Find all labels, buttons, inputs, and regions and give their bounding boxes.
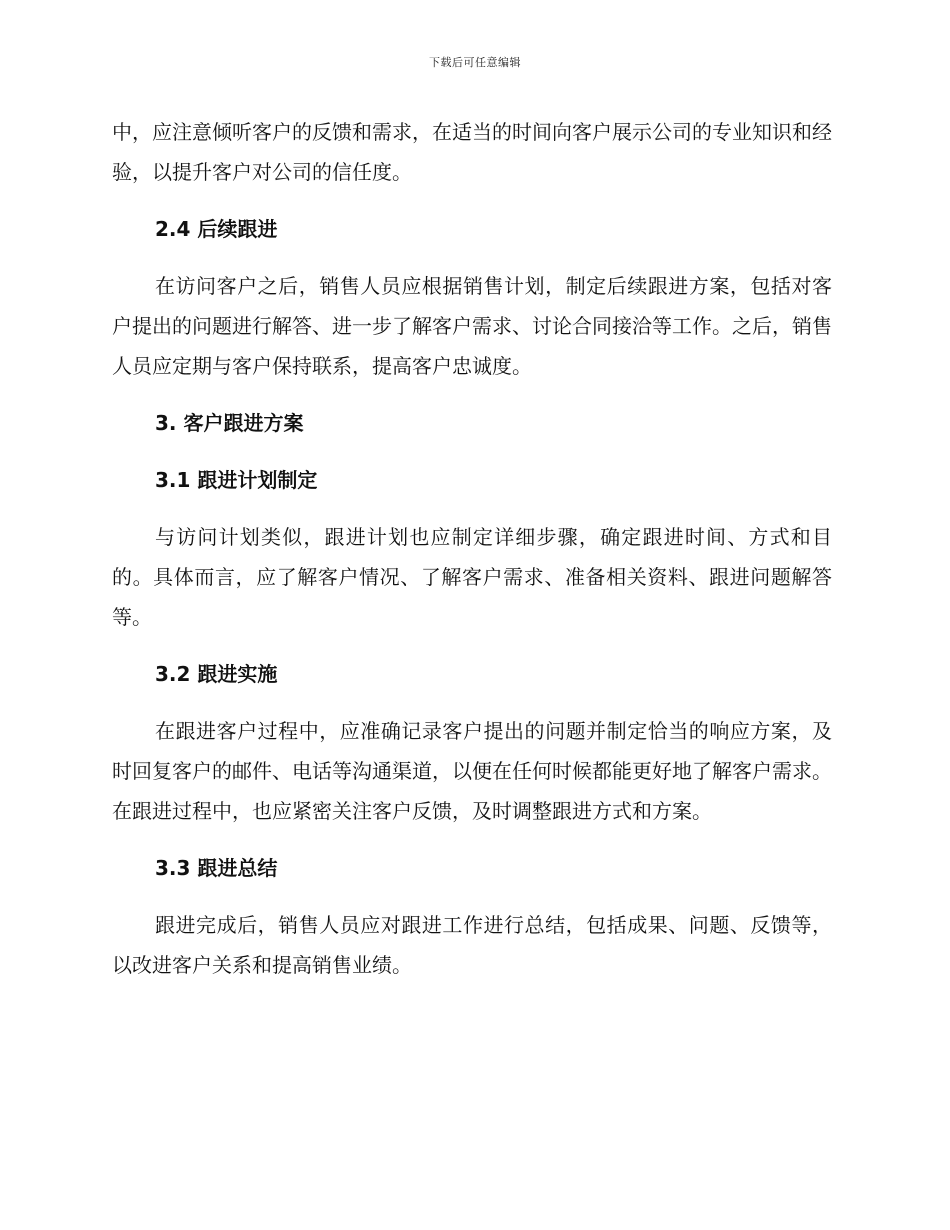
heading-3-2: 3.2 跟进实施 — [155, 662, 278, 686]
document-body — [112, 112, 832, 985]
page-header: 下载后可任意编辑 — [429, 56, 521, 69]
paragraph-3-1: 与访问计划类似，跟进计划也应制定详细步骤，确定跟进时间、方式和目的。具体而言，应了解客户情况、了解客户需求、准备相关资料、跟进问题解答等。 — [112, 525, 832, 629]
paragraph-3-2: 在跟进客户过程中，应准确记录客户提出的问题并制定恰当的响应方案，及时回复客户的邮件、电话等沟通渠道，以便在任何时候都能更好地了解客户需求。在跟进过程中，也应紧密关注客户反馈，及时调整跟进方式和方案。 — [112, 719, 832, 823]
paragraph-continued: 中，应注意倾听客户的反馈和需求，在适当的时间向客户展示公司的专业知识和经验，以提升客户对公司的信任度。 — [112, 120, 832, 184]
paragraph-3-3: 跟进完成后，销售人员应对跟进工作进行总结，包括成果、问题、反馈等，以改进客户关系和提高销售业绩。 — [112, 913, 832, 977]
paragraph-2-4: 在访问客户之后，销售人员应根据销售计划，制定后续跟进方案，包括对客户提出的问题进行解答、进一步了解客户需求、讨论合同接洽等工作。之后，销售人员应定期与客户保持联系，提高客户忠诚度。 — [112, 274, 832, 378]
heading-3: 3. 客户跟进方案 — [155, 411, 304, 435]
heading-3-3: 3.3 跟进总结 — [155, 856, 278, 880]
heading-2-4: 2.4 后续跟进 — [155, 217, 278, 241]
heading-3-1: 3.1 跟进计划制定 — [155, 468, 318, 492]
